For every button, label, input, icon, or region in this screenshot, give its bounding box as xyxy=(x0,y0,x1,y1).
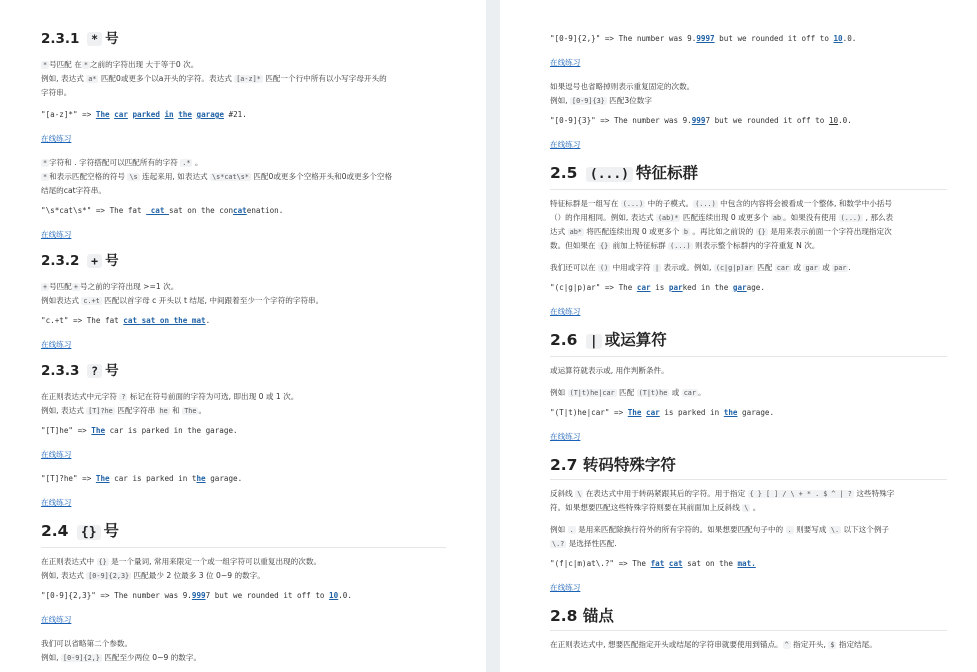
regex-example xyxy=(550,114,947,128)
inline-code: [0-9]{2,3} xyxy=(88,572,130,580)
paragraph xyxy=(550,261,947,275)
paragraph xyxy=(550,523,947,537)
heading-2-6: 2.6 | 或运算符 xyxy=(550,329,947,357)
text-run: 中包含的内容将会被看成一个整体, 和数学中小括号 xyxy=(717,199,892,208)
text-run: 字符和 . 字符搭配可以匹配所有的字符 xyxy=(49,158,181,167)
heading-2-3-3: 2.3.3 ? 号 xyxy=(41,363,119,379)
text-run: .0. xyxy=(842,34,857,43)
text-run: enation. xyxy=(246,206,284,215)
text-run: 是用来匹配除换行符外的所有字符的。如果想要匹配句子中的 xyxy=(575,525,786,534)
text-run: .0. xyxy=(838,116,852,125)
inline-code: car xyxy=(776,264,790,272)
text-run: "[0-9]{2,3}" => The number was 9. xyxy=(41,591,192,600)
inline-code: (...) xyxy=(622,200,644,208)
text-run: 是选择性匹配. xyxy=(566,539,617,548)
text-run: 在正则表达式中, 想要匹配指定开头或结尾的字符串就要使用到锚点。 xyxy=(550,640,783,649)
text-run: garage. xyxy=(205,474,243,483)
inline-code: {} xyxy=(599,242,609,250)
text-run: 。 xyxy=(750,503,761,512)
text-run: 匹配 xyxy=(754,263,775,272)
text-run: 或 xyxy=(819,263,833,272)
text-run: 在正则表达式中 xyxy=(41,557,97,566)
text-run: 中用或字符 xyxy=(610,263,653,272)
heading-2-8: 2.8 锚点 xyxy=(550,605,947,631)
regex-match-highlight: cat xyxy=(146,206,170,215)
regex-example xyxy=(41,424,446,438)
inline-code: gar xyxy=(805,264,818,272)
regex-match-highlight: garage xyxy=(196,110,224,119)
text-run: sat on the xyxy=(682,559,738,568)
heading-2-4: 2.4 {} 号 xyxy=(41,520,446,548)
inline-code: ab xyxy=(772,214,782,222)
text-run: 。 xyxy=(698,388,706,397)
text-run: 号匹配 在 xyxy=(49,60,82,69)
practice-online-link[interactable]: 在线练习 xyxy=(41,230,72,239)
regex-match-highlight: parked xyxy=(132,110,160,119)
practice-online-link[interactable]: 在线练习 xyxy=(550,307,581,316)
inline-code: $ xyxy=(830,641,835,649)
regex-match-highlight: cat xyxy=(233,206,247,215)
practice-online-link[interactable]: 在线练习 xyxy=(41,134,72,143)
regex-match-highlight: The xyxy=(627,408,642,417)
text-run: 和表示匹配空格的符号 xyxy=(49,172,128,181)
inline-code: [T]?he xyxy=(88,407,113,415)
practice-online-link[interactable]: 在线练习 xyxy=(41,450,72,459)
text-run: sat on the con xyxy=(169,206,234,215)
paragraph xyxy=(550,638,947,652)
inline-code: b xyxy=(683,228,689,236)
heading-2-3-1: 2.3.1 * 号 xyxy=(41,31,119,47)
inline-code: + xyxy=(43,283,48,291)
inline-code: par xyxy=(834,264,847,272)
regex-match-highlight: car xyxy=(636,283,651,292)
text-run: 以下这个例子 xyxy=(841,525,890,534)
text-run: "(f|c|m)at\.?" => The xyxy=(550,559,651,568)
paragraph xyxy=(550,225,947,239)
text-run: 。再比如之前说的 xyxy=(690,227,756,236)
inline-code: * xyxy=(43,159,48,167)
practice-online-link[interactable]: 在线练习 xyxy=(41,340,72,349)
inline-code: {} xyxy=(98,558,107,566)
text-run: 反斜线 xyxy=(550,489,576,498)
text-run: car is parked in the garage. xyxy=(105,426,238,435)
text-run: 7 but we rounded it off to xyxy=(705,116,829,125)
regex-example xyxy=(550,32,947,46)
text-run: 和 xyxy=(169,406,183,415)
text-run: 匹配以首字母 c 开头以 t 结尾, 中间跟着至少一个字符的字符串。 xyxy=(101,296,324,305)
text-run: 则表示整个标群内的字符重复 N 次。 xyxy=(692,241,820,250)
text-run: 匹配0或更多个以a开头的字符。表达式 xyxy=(98,74,235,83)
text-run: 连起来用, 如表达式 xyxy=(139,172,211,181)
text-run: . xyxy=(848,263,851,272)
paragraph xyxy=(550,386,947,400)
text-run: is parked in xyxy=(659,408,724,417)
text-run: 达式 xyxy=(550,227,568,236)
text-run: age. xyxy=(746,283,765,292)
inline-code: ^ xyxy=(784,641,789,649)
text-run: 号匹配 xyxy=(49,282,72,291)
paragraph xyxy=(550,501,947,515)
regex-match-highlight: fat xyxy=(650,559,665,568)
paragraph xyxy=(41,58,446,72)
text-run: .0. xyxy=(338,591,352,600)
paragraph xyxy=(41,72,446,86)
inline-code: (c|g|p)ar xyxy=(715,264,753,272)
text-run: 将匹配连续出现 0 或更多个 xyxy=(583,227,682,236)
inline-code: (T|t)he xyxy=(638,389,668,397)
inline-code: . xyxy=(787,526,792,534)
text-run: "[0-9]{3}" => The number was 9. xyxy=(550,116,692,125)
inline-code: (T|t)he|car xyxy=(569,389,615,397)
practice-online-link[interactable]: 在线练习 xyxy=(550,432,581,441)
inline-code: (...) xyxy=(695,200,716,208)
text-run: 之前的字符出现 大于等于0 次。 xyxy=(89,60,199,69)
regex-example xyxy=(41,108,446,122)
text-run: 匹配0或更多个空格开头和0或更多个空格 xyxy=(250,172,393,181)
regex-example xyxy=(41,204,446,218)
paragraph xyxy=(550,487,947,501)
paragraph xyxy=(41,555,446,569)
practice-online-link[interactable]: 在线练习 xyxy=(41,498,72,507)
text-run: but we rounded it off to xyxy=(714,34,834,43)
inline-code: + xyxy=(73,283,78,291)
inline-code: c.+t xyxy=(83,297,100,305)
text-run: garage. xyxy=(737,408,775,417)
text-run: #21. xyxy=(223,110,247,119)
inline-code: { } [ ] / \ + * . $ ^ | ? xyxy=(749,490,852,498)
text-run: 或 xyxy=(791,263,804,272)
text-run: 号之前的字符出现 >=1 次。 xyxy=(79,282,179,291)
inline-code: The xyxy=(184,407,197,415)
text-run: 则要写成 xyxy=(793,525,829,534)
text-run: . xyxy=(205,316,211,325)
text-run: 例如, 表达式 xyxy=(41,406,87,415)
paragraph xyxy=(41,156,446,170)
regex-match-highlight: The xyxy=(95,110,110,119)
regex-example xyxy=(550,281,947,295)
regex-match-highlight: he xyxy=(196,474,206,483)
inline-code: (...) xyxy=(670,242,691,250)
text-run: 在正则表达式中元字符 xyxy=(41,392,120,401)
paragraph xyxy=(41,294,446,308)
text-run: 中的子模式。 xyxy=(645,199,694,208)
paragraph xyxy=(550,211,947,225)
right-page xyxy=(500,0,977,672)
paragraph xyxy=(550,197,947,211)
practice-online-link[interactable]: 在线练习 xyxy=(550,140,581,149)
practice-online-link[interactable]: 在线练习 xyxy=(550,583,581,592)
text-run: 匹配字符串 xyxy=(114,406,158,415)
text-run: （）的作用相同。例如, 表达式 xyxy=(550,213,656,222)
text-run: 匹配3位数字 xyxy=(606,96,652,105)
regex-match-highlight: 999 xyxy=(191,591,206,600)
paragraph xyxy=(41,651,446,665)
text-run: 例如表达式 xyxy=(41,296,82,305)
paragraph: 字符串。 xyxy=(41,88,72,97)
paragraph xyxy=(550,537,947,551)
paragraph: 如果逗号也省略掉则表示重复固定的次数。 xyxy=(550,82,695,91)
regex-match-highlight: car xyxy=(114,110,128,119)
regex-match-highlight: 10 xyxy=(329,591,339,600)
text-run: 例如 xyxy=(550,525,568,534)
regex-example xyxy=(41,314,446,328)
text-run: "[a-z]*" => xyxy=(41,110,96,119)
text-run: 例如, xyxy=(550,96,571,105)
regex-match-highlight: 10 xyxy=(833,34,843,43)
inline-code: car xyxy=(683,389,696,397)
paragraph xyxy=(41,569,446,583)
text-run: 匹配 xyxy=(616,388,637,397)
inline-code: \. xyxy=(830,526,840,534)
inline-code: he xyxy=(159,407,168,415)
regex-match-highlight: 9997 xyxy=(696,34,715,43)
regex-match-highlight: the xyxy=(178,110,192,119)
inline-code: ab* xyxy=(569,228,582,236)
text-run: 这些特殊字 xyxy=(853,489,895,498)
inline-code: (ab)* xyxy=(657,214,679,222)
text-run: 匹配至少两位 0~9 的数字。 xyxy=(101,653,202,662)
paragraph xyxy=(41,280,446,294)
inline-code: [a-z]* xyxy=(236,75,261,83)
inline-code: * xyxy=(43,61,48,69)
inline-code: \.? xyxy=(552,540,565,548)
text-run: 7 but we rounded it off to xyxy=(205,591,330,600)
inline-code: .* xyxy=(182,159,191,167)
inline-code: \ xyxy=(577,490,582,498)
text-run: "(T|t)he|car" => xyxy=(550,408,628,417)
regex-match-highlight: gar xyxy=(732,283,747,292)
paragraph xyxy=(41,170,446,184)
regex-match-highlight: The xyxy=(95,474,110,483)
paragraph xyxy=(550,94,947,108)
text-run: "\s*cat\s*" => The fat xyxy=(41,206,147,215)
practice-online-link[interactable]: 在线练习 xyxy=(550,58,581,67)
text-run: 。如果没有使用 xyxy=(783,213,839,222)
text-run: 或 xyxy=(669,388,682,397)
text-run: 特征标群是一组写在 xyxy=(550,199,621,208)
text-run: "c.+t" => The fat xyxy=(41,316,124,325)
heading-2-5: 2.5 (...) 特征标群 xyxy=(550,162,947,190)
paragraph: 结尾的cat字符串。 xyxy=(41,186,106,195)
regex-example xyxy=(41,589,446,603)
text-run: 前加上特征标群 xyxy=(610,241,669,250)
inline-code: * xyxy=(43,173,48,181)
regex-match-highlight: car xyxy=(646,408,660,417)
regex-match-highlight: the xyxy=(723,408,738,417)
text-run: , 那么表 xyxy=(863,213,894,222)
inline-code: * xyxy=(83,61,88,69)
heading-2-7: 2.7 转码特殊字符 xyxy=(550,454,947,480)
inline-code: a* xyxy=(88,75,97,83)
text-run: 数。但如果在 xyxy=(550,241,598,250)
inline-code: [0-9]{3} xyxy=(572,97,605,105)
inline-code: {} xyxy=(757,228,766,236)
text-run: 符。如果想要匹配这些特殊字符则要在其前面加上反斜线 xyxy=(550,503,743,512)
paragraph: 我们可以省略第二个参数。 xyxy=(41,639,133,648)
regex-example xyxy=(41,472,446,486)
inline-code: \s xyxy=(129,173,138,181)
practice-online-link[interactable]: 在线练习 xyxy=(41,615,72,624)
text-run: 。 xyxy=(198,406,207,415)
text-run: 匹配最少 2 位最多 3 位 0~9 的数字。 xyxy=(131,571,265,580)
regex-match-highlight: in xyxy=(164,110,174,119)
text-run: 指定结尾。 xyxy=(836,640,877,649)
paragraph xyxy=(41,390,446,404)
regex-match-highlight: 999 xyxy=(691,116,706,125)
text-run: 是一个量词, 常用来限定一个或一组字符可以重复出现的次数。 xyxy=(108,557,322,566)
text-run: "(c|g|p)ar" => The xyxy=(550,283,637,292)
paragraph xyxy=(41,404,446,418)
inline-code: () xyxy=(599,264,609,272)
regex-match-highlight: cat xyxy=(668,559,683,568)
text-run: 例如, 表达式 xyxy=(41,571,87,580)
text-run: 匹配连续出现 0 或更多个 xyxy=(680,213,771,222)
text-run: "[T]?he" => xyxy=(41,474,96,483)
inline-code: \s*cat\s* xyxy=(212,173,249,181)
text-run: car is parked in t xyxy=(109,474,197,483)
regex-match-highlight: mat. xyxy=(737,559,756,568)
text-run: 在表达式中用于转码紧跟其后的字符。用于指定 xyxy=(583,489,748,498)
text-run: 例如, 表达式 xyxy=(41,74,87,83)
regex-match-highlight: cat sat on the mat xyxy=(123,316,206,325)
regex-match-highlight: par xyxy=(668,283,683,292)
text-run: 例如, xyxy=(41,653,62,662)
left-page xyxy=(0,0,486,672)
paragraph xyxy=(550,239,947,253)
text-run: is xyxy=(650,283,669,292)
inline-code: ? xyxy=(121,393,126,401)
text-run: 标记在符号前面的字符为可选, 即出现 0 或 1 次。 xyxy=(127,392,299,401)
text-run: "[T]he" => xyxy=(41,426,92,435)
text-run: 指定开头, xyxy=(790,640,829,649)
text-run: 我们还可以在 xyxy=(550,263,598,272)
text-run: 表示或。例如, xyxy=(661,263,714,272)
text-run: ked in the xyxy=(682,283,733,292)
paragraph: 或运算符就表示或, 用作判断条件。 xyxy=(550,366,669,375)
text-run: "[0-9]{2,}" => The number was 9. xyxy=(550,34,697,43)
text-run: 是用来表示前面一个字符出现指定次 xyxy=(767,227,892,236)
underlined-text: 10 xyxy=(828,116,839,125)
regex-match-highlight: The xyxy=(91,426,106,435)
inline-code: \ xyxy=(744,504,749,512)
inline-code: | xyxy=(654,264,660,272)
regex-example xyxy=(550,406,947,420)
inline-code: (...) xyxy=(840,214,862,222)
inline-code: [0-9]{2,} xyxy=(63,654,100,662)
text-run: 。 xyxy=(192,158,203,167)
text-run: 匹配一个行中所有以小写字母开头的 xyxy=(262,74,387,83)
text-run: 例如 xyxy=(550,388,568,397)
inline-code: . xyxy=(569,526,574,534)
heading-2-3-2: 2.3.2 + 号 xyxy=(41,253,119,269)
regex-example xyxy=(550,557,947,571)
